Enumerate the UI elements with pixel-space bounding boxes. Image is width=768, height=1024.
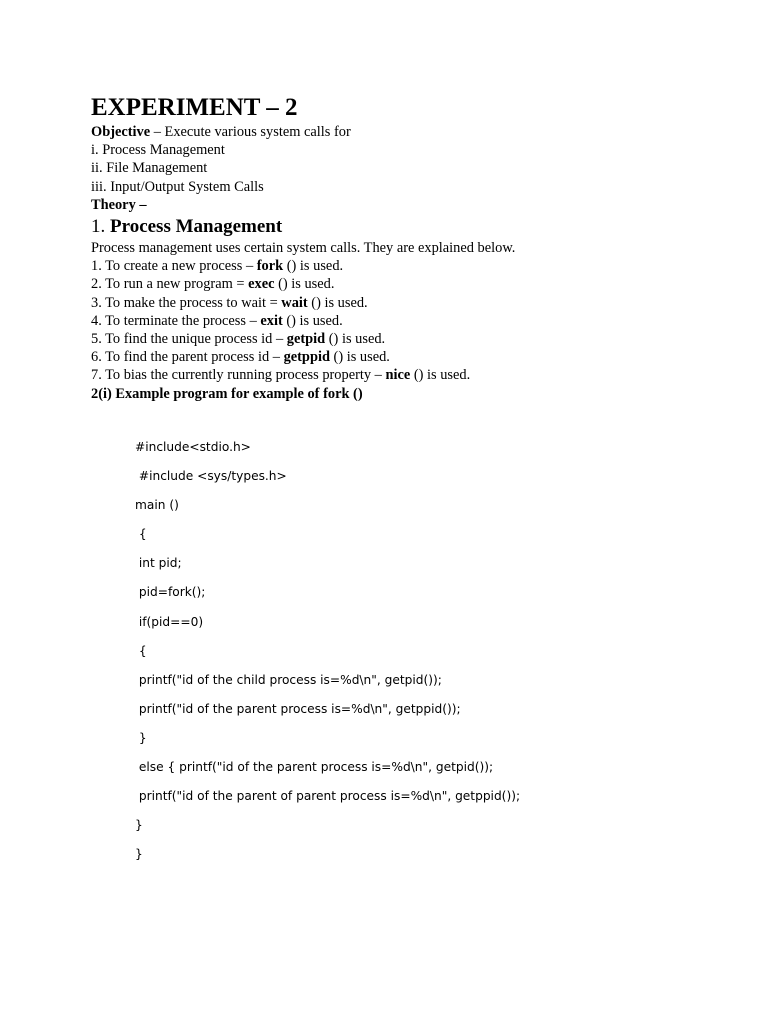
call-description: 4. To terminate the process – bbox=[91, 312, 261, 329]
call-description: 1. To create a new process – bbox=[91, 258, 257, 275]
page-title: EXPERIMENT – 2 bbox=[91, 94, 298, 121]
code-line: printf("id of the child process is=%d\n", getpid()); bbox=[135, 672, 442, 687]
objective-text: – Execute various system calls for bbox=[150, 124, 351, 140]
system-call-item bbox=[91, 348, 731, 366]
code-line: if(pid==0) bbox=[135, 614, 204, 629]
code-line: printf("id of the parent of parent process is=%d\n", getppid()); bbox=[135, 789, 521, 804]
call-suffix: () is used. bbox=[274, 276, 335, 293]
objective-item: ii. File Management bbox=[91, 160, 208, 177]
section-number: 1. bbox=[91, 216, 110, 238]
objective-item: i. Process Management bbox=[91, 142, 225, 159]
call-name: exec bbox=[248, 276, 275, 293]
code-line: { bbox=[135, 643, 147, 658]
call-name: nice bbox=[385, 367, 411, 384]
call-name: wait bbox=[281, 294, 308, 311]
code-line: } bbox=[135, 818, 143, 833]
call-description: 2. To run a new program = bbox=[91, 276, 249, 293]
system-call-item bbox=[91, 294, 731, 312]
code-line: } bbox=[135, 847, 143, 862]
system-call-item bbox=[91, 312, 731, 330]
call-suffix: () is used. bbox=[283, 258, 344, 275]
code-line: { bbox=[135, 527, 147, 542]
call-suffix: () is used. bbox=[329, 349, 390, 366]
code-line: } bbox=[135, 730, 147, 745]
system-call-item bbox=[91, 275, 731, 293]
call-name: getpid bbox=[286, 331, 326, 348]
code-line: pid=fork(); bbox=[135, 585, 206, 600]
objective-line bbox=[91, 123, 731, 141]
code-line: else { printf("id of the parent process is=%d\n", getpid()); bbox=[135, 760, 494, 775]
theory-label: Theory – bbox=[91, 196, 147, 213]
call-name: getppid bbox=[283, 349, 330, 366]
objective-item: iii. Input/Output System Calls bbox=[91, 178, 264, 195]
call-name: fork bbox=[256, 258, 284, 275]
code-line: #include <sys/types.h> bbox=[135, 469, 287, 484]
section-heading bbox=[91, 215, 731, 239]
call-suffix: () is used. bbox=[325, 331, 386, 348]
section-title: Process Management bbox=[110, 216, 283, 238]
section-intro: Process management uses certain system calls. They are explained below. bbox=[91, 240, 516, 257]
call-name: exit bbox=[260, 312, 283, 329]
code-line: main () bbox=[135, 498, 179, 513]
system-call-item bbox=[91, 257, 731, 275]
call-suffix: () is used. bbox=[282, 312, 343, 329]
code-listing bbox=[135, 433, 520, 869]
call-description: 6. To find the parent process id – bbox=[91, 349, 284, 366]
code-line: #include<stdio.h> bbox=[135, 440, 251, 454]
call-suffix: () is used. bbox=[307, 294, 368, 311]
example-heading: 2(i) Example program for example of fork () bbox=[91, 385, 363, 402]
call-description: 5. To find the unique process id – bbox=[91, 331, 287, 348]
call-description: 3. To make the process to wait = bbox=[91, 294, 282, 311]
system-call-item bbox=[91, 330, 731, 348]
call-suffix: () is used. bbox=[410, 367, 471, 384]
document-body bbox=[91, 93, 731, 403]
code-line: printf("id of the parent process is=%d\n", getppid()); bbox=[135, 701, 461, 716]
code-line: int pid; bbox=[135, 556, 182, 571]
objective-label: Objective bbox=[91, 124, 151, 140]
call-description: 7. To bias the currently running process property – bbox=[91, 367, 386, 384]
system-call-item bbox=[91, 366, 731, 384]
